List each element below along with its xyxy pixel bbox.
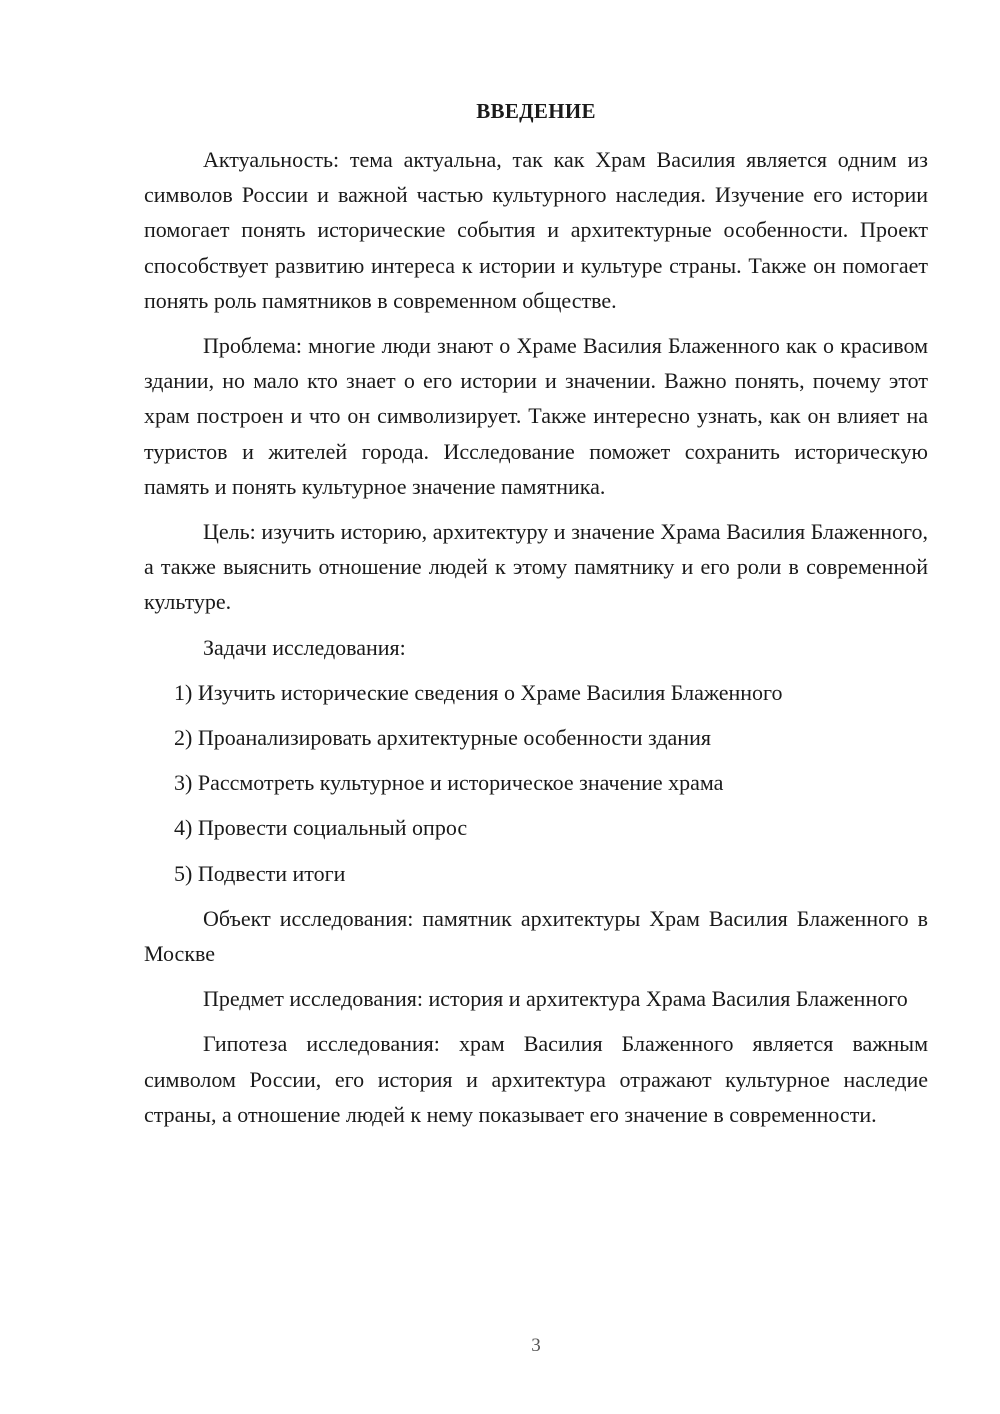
tasks-heading: Задачи исследования: xyxy=(203,634,406,660)
document-body xyxy=(144,142,928,1142)
subject-paragraph: Предмет исследования: история и архитектура Храма Василия Блаженного xyxy=(203,986,908,1012)
problem-paragraph: Проблема: многие люди знают о Храме Василия Блаженного как о красивом здании, но мало кто знает о его истории и значении. Важно понять, почему этот храм построен и что он символизирует. Также интересно узнать, как он влияет на туристов и жителей города. Исследование поможет сохранить историческую память и понять культурное значение памятника. xyxy=(144,333,928,499)
task-text: Подвести итоги xyxy=(197,860,346,886)
task-list-item xyxy=(144,765,928,800)
task-text: Рассмотреть культурное и историческое значение храма xyxy=(197,770,724,796)
object-paragraph: Объект исследования: памятник архитектуры Храм Василия Блаженного в Москве xyxy=(144,905,928,967)
task-number: 5) xyxy=(174,860,193,886)
task-list-item xyxy=(144,856,928,891)
hypothesis-paragraph: Гипотеза исследования: храм Василия Блаженного является важным символом России, его история и архитектура отражают культурное наследие страны, а отношение людей к нему показывает его значение в современности. xyxy=(144,1031,928,1127)
task-list-item xyxy=(144,675,928,710)
task-text: Проанализировать архитектурные особенности здания xyxy=(197,725,711,751)
page-number: 3 xyxy=(531,1335,541,1356)
task-text: Провести социальный опрос xyxy=(197,815,468,841)
task-list-item xyxy=(144,810,928,845)
task-number: 1) xyxy=(174,679,193,705)
goal-paragraph: Цель: изучить историю, архитектуру и значение Храма Василия Блаженного, а также выяснить отношение людей к этому памятнику и его роли в современной культуре. xyxy=(144,519,928,615)
task-text: Изучить исторические сведения о Храме Василия Блаженного xyxy=(197,679,783,705)
section-heading: ВВЕДЕНИЕ xyxy=(476,99,596,123)
relevance-paragraph: Актуальность: тема актуальна, так как Храм Василия является одним из символов России и важной частью культурного наследия. Изучение его истории помогает понять исторические события и архитектурные особенности. Проект способствует развитию интереса к истории и культуре страны. Также он помогает понять роль памятников в современном обществе. xyxy=(144,147,928,313)
task-number: 4) xyxy=(174,815,193,841)
task-number: 2) xyxy=(174,725,193,751)
task-list-item xyxy=(144,720,928,755)
task-number: 3) xyxy=(174,770,193,796)
